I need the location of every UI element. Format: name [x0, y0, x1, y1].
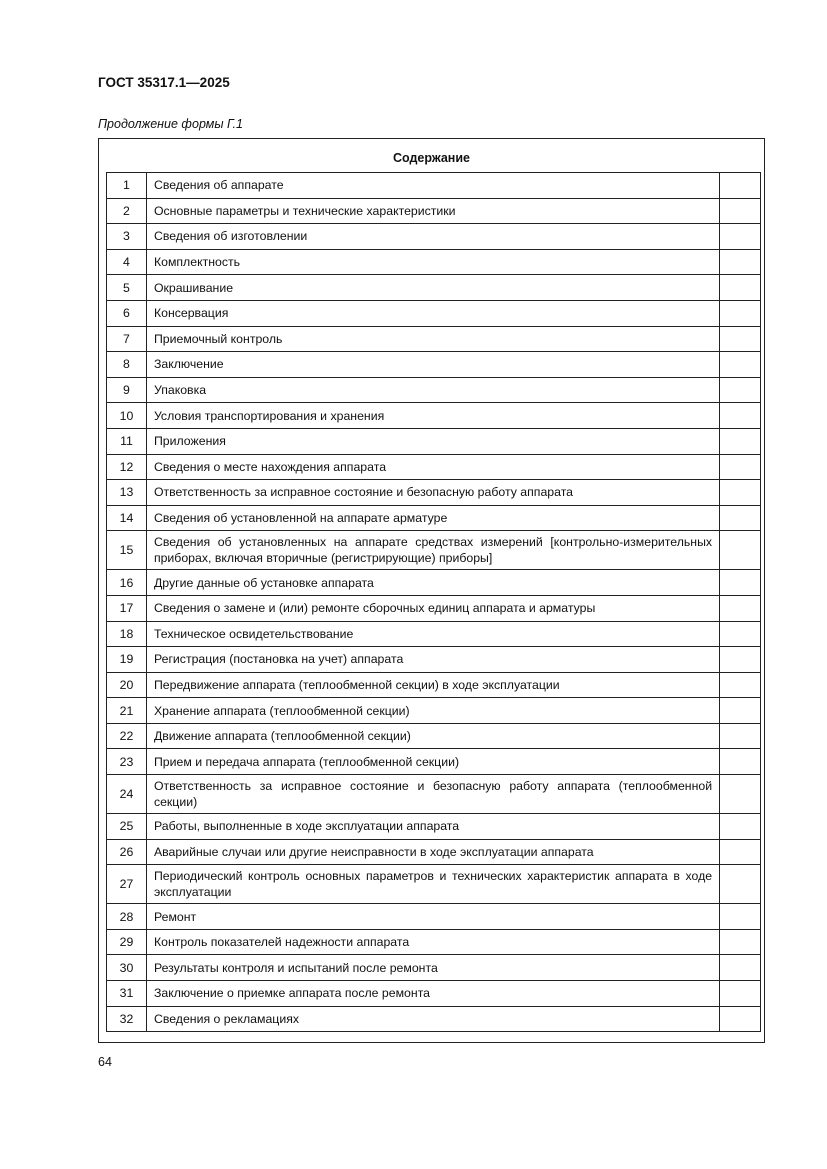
- row-page-cell[interactable]: [720, 173, 761, 199]
- table-row: [107, 352, 761, 378]
- row-number: 29: [107, 929, 147, 955]
- row-number: 25: [107, 814, 147, 840]
- table-row: [107, 428, 761, 454]
- row-number: 9: [107, 377, 147, 403]
- table-row: [107, 775, 761, 814]
- table-row: [107, 570, 761, 596]
- row-page-cell[interactable]: [720, 672, 761, 698]
- row-page-cell[interactable]: [720, 723, 761, 749]
- row-section-title: Техническое освидетельствование: [146, 621, 719, 647]
- row-number: 11: [107, 428, 147, 454]
- row-section-title: Передвижение аппарата (теплообменной секции) в ходе эксплуатации: [146, 672, 719, 698]
- table-row: [107, 249, 761, 275]
- row-number: 1: [107, 173, 147, 199]
- row-page-cell[interactable]: [720, 981, 761, 1007]
- row-section-title: Сведения об установленных на аппарате средствах измерений [контрольно-измерительных приборах, включая вторичные (регистрирующие) приборы]: [146, 531, 719, 570]
- table-row: [107, 454, 761, 480]
- row-page-cell[interactable]: [720, 570, 761, 596]
- contents-title: Содержание: [392, 151, 470, 165]
- table-row: [107, 198, 761, 224]
- row-page-cell[interactable]: [720, 249, 761, 275]
- row-number: 27: [107, 865, 147, 904]
- table-row: [107, 1006, 761, 1032]
- table-row: [107, 749, 761, 775]
- row-number: 31: [107, 981, 147, 1007]
- row-page-cell[interactable]: [720, 865, 761, 904]
- row-section-title: Приложения: [146, 428, 719, 454]
- row-section-title: Сведения о месте нахождения аппарата: [146, 454, 719, 480]
- row-number: 13: [107, 480, 147, 506]
- table-row: [107, 647, 761, 673]
- row-number: 24: [107, 775, 147, 814]
- row-page-cell[interactable]: [720, 531, 761, 570]
- row-page-cell[interactable]: [720, 647, 761, 673]
- table-row: [107, 865, 761, 904]
- row-page-cell[interactable]: [720, 749, 761, 775]
- row-number: 12: [107, 454, 147, 480]
- table-row: [107, 595, 761, 621]
- row-section-title: Условия транспортирования и хранения: [146, 403, 719, 429]
- table-row: [107, 814, 761, 840]
- row-page-cell[interactable]: [720, 505, 761, 531]
- row-section-title: Результаты контроля и испытаний после ремонта: [146, 955, 719, 981]
- row-number: 23: [107, 749, 147, 775]
- row-page-cell[interactable]: [720, 198, 761, 224]
- row-page-cell[interactable]: [720, 275, 761, 301]
- row-section-title: Сведения об изготовлении: [146, 224, 719, 250]
- table-row: [107, 698, 761, 724]
- table-row: [107, 224, 761, 250]
- row-number: 14: [107, 505, 147, 531]
- row-page-cell[interactable]: [720, 929, 761, 955]
- row-number: 18: [107, 621, 147, 647]
- row-page-cell[interactable]: [720, 377, 761, 403]
- row-page-cell[interactable]: [720, 955, 761, 981]
- document-id: ГОСТ 35317.1—2025: [98, 75, 230, 90]
- table-row: [107, 723, 761, 749]
- row-section-title: Сведения о рекламациях: [146, 1006, 719, 1032]
- row-page-cell[interactable]: [720, 1006, 761, 1032]
- row-section-title: Ответственность за исправное состояние и безопасную работу аппарата: [146, 480, 719, 506]
- row-number: 21: [107, 698, 147, 724]
- row-page-cell[interactable]: [720, 326, 761, 352]
- table-row: [107, 403, 761, 429]
- row-number: 16: [107, 570, 147, 596]
- row-number: 6: [107, 300, 147, 326]
- table-row: [107, 480, 761, 506]
- row-number: 2: [107, 198, 147, 224]
- table-row: [107, 672, 761, 698]
- row-page-cell[interactable]: [720, 839, 761, 865]
- row-page-cell[interactable]: [720, 300, 761, 326]
- row-page-cell[interactable]: [720, 775, 761, 814]
- row-section-title: Контроль показателей надежности аппарата: [146, 929, 719, 955]
- table-row: [107, 621, 761, 647]
- table-row: [107, 955, 761, 981]
- page-number: 64: [98, 1055, 112, 1069]
- table-row: [107, 904, 761, 930]
- row-number: 4: [107, 249, 147, 275]
- row-number: 5: [107, 275, 147, 301]
- row-section-title: Сведения об аппарате: [146, 173, 719, 199]
- row-page-cell[interactable]: [720, 904, 761, 930]
- row-number: 28: [107, 904, 147, 930]
- table-row: [107, 531, 761, 570]
- row-page-cell[interactable]: [720, 595, 761, 621]
- row-section-title: Упаковка: [146, 377, 719, 403]
- row-page-cell[interactable]: [720, 352, 761, 378]
- row-number: 17: [107, 595, 147, 621]
- row-section-title: Приемочный контроль: [146, 326, 719, 352]
- table-row: [107, 326, 761, 352]
- table-row: [107, 929, 761, 955]
- row-section-title: Заключение о приемке аппарата после ремонта: [146, 981, 719, 1007]
- row-page-cell[interactable]: [720, 428, 761, 454]
- table-row: [107, 981, 761, 1007]
- row-number: 30: [107, 955, 147, 981]
- row-page-cell[interactable]: [720, 698, 761, 724]
- row-page-cell[interactable]: [720, 621, 761, 647]
- row-section-title: Регистрация (постановка на учет) аппарата: [146, 647, 719, 673]
- row-section-title: Ремонт: [146, 904, 719, 930]
- row-section-title: Сведения о замене и (или) ремонте сборочных единиц аппарата и арматуры: [146, 595, 719, 621]
- row-section-title: Движение аппарата (теплообменной секции): [146, 723, 719, 749]
- row-number: 32: [107, 1006, 147, 1032]
- row-number: 20: [107, 672, 147, 698]
- row-section-title: Хранение аппарата (теплообменной секции): [146, 698, 719, 724]
- row-page-cell[interactable]: [720, 454, 761, 480]
- row-section-title: Окрашивание: [146, 275, 719, 301]
- row-section-title: Сведения об установленной на аппарате арматуре: [146, 505, 719, 531]
- row-section-title: Прием и передача аппарата (теплообменной секции): [146, 749, 719, 775]
- row-number: 19: [107, 647, 147, 673]
- form-frame: [98, 138, 765, 1043]
- row-section-title: Периодический контроль основных параметров и технических характеристик аппарата в ходе эксплуатации: [146, 865, 719, 904]
- table-row: [107, 839, 761, 865]
- row-number: 10: [107, 403, 147, 429]
- table-row: [107, 173, 761, 199]
- row-section-title: Аварийные случаи или другие неисправности в ходе эксплуатации аппарата: [146, 839, 719, 865]
- table-row: [107, 275, 761, 301]
- row-number: 7: [107, 326, 147, 352]
- row-section-title: Комплектность: [146, 249, 719, 275]
- row-section-title: Консервация: [146, 300, 719, 326]
- row-page-cell[interactable]: [720, 814, 761, 840]
- row-section-title: Другие данные об установке аппарата: [146, 570, 719, 596]
- row-section-title: Заключение: [146, 352, 719, 378]
- row-number: 15: [107, 531, 147, 570]
- row-number: 26: [107, 839, 147, 865]
- row-page-cell[interactable]: [720, 403, 761, 429]
- row-section-title: Основные параметры и технические характеристики: [146, 198, 719, 224]
- table-row: [107, 377, 761, 403]
- row-number: 8: [107, 352, 147, 378]
- row-page-cell[interactable]: [720, 480, 761, 506]
- row-section-title: Работы, выполненные в ходе эксплуатации аппарата: [146, 814, 719, 840]
- row-page-cell[interactable]: [720, 224, 761, 250]
- table-row: [107, 505, 761, 531]
- row-section-title: Ответственность за исправное состояние и безопасную работу аппарата (теплообменной секции): [146, 775, 719, 814]
- row-number: 22: [107, 723, 147, 749]
- form-continuation-label: Продолжение формы Г.1: [98, 117, 243, 131]
- contents-table: [106, 172, 761, 1032]
- row-number: 3: [107, 224, 147, 250]
- table-row: [107, 300, 761, 326]
